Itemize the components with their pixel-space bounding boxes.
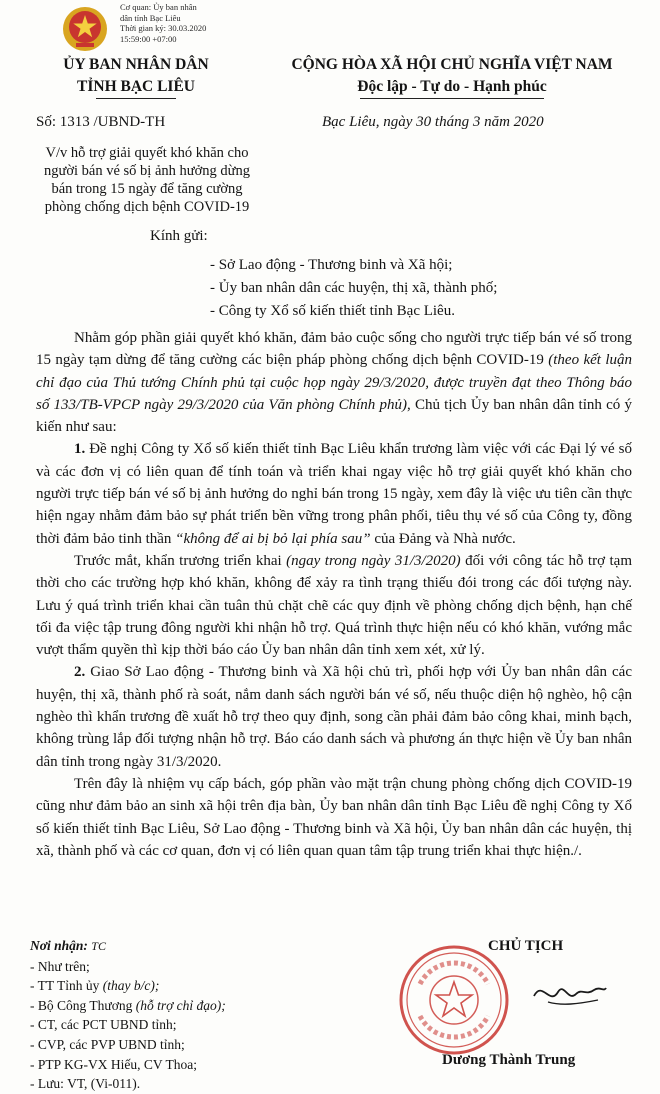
followup-text-end: đối với công tác hỗ trợ tạm thời cho các trường hợp khó khăn, không để xảy ra tình trạng thiếu đói trong các đối tượng này. Lưu ý quá trình triển khai cần tuân thủ chặt chẽ các quy định về phòng chống dịch bệnh, hạn chế tối đa việc tập trung đông người khi nhận hỗ trợ. Quá trình thực hiện nếu có khó khăn, vướng mắc vượt thẩm quyền thì kịp thời báo cáo Ủy ban nhân dân tỉnh xem xét, xử lý. [36,552,632,659]
item-1-paragraph [36,438,632,549]
item-1-followup [36,550,632,661]
handwritten-initials: TC [91,939,106,953]
document-body [36,327,632,862]
document-number: Số: 1313 /UBND-TH [36,114,166,130]
item-2-text: Giao Sở Lao động - Thương binh và Xã hội chủ trì, phối hợp với Ủy ban nhân dân các huyện, thị xã, thành phố rà soát, nắm danh sách người bán vé số, nếu thuộc diện hộ nghèo, hộ cận nghèo thì khẩn trương đề xuất hỗ trợ theo quy định, song cần phải đảm bảo công khai, minh bạch, không trùng lắp đối tượng nhận hỗ trợ. Báo cáo danh sách và phương án thực hiện về Ủy ban nhân dân tỉnh trong ngày 31/3/2020. [36,664,632,770]
distribution-item-text: - Bộ Công Thương [30,997,136,1013]
distribution-item-text: - CT, các PCT UBND tỉnh; [30,1017,177,1033]
national-motto: Độc lập - Tự do - Hạnh phúc [357,78,547,95]
subject-line: bán trong 15 ngày để tăng cường [51,181,243,197]
signature-agency: Cơ quan: Ủy ban nhân [120,2,197,12]
distribution-item-note: (thay b/c); [102,978,160,994]
recipient-item: - Ủy ban nhân dân các huyện, thị xã, thành phố; [210,280,498,296]
distribution-item-text: - CVP, các PVP UBND tỉnh; [30,1036,185,1052]
distribution-item-text: - Như trên; [30,958,90,974]
official-seal-icon [398,944,510,1056]
intro-text-end: , Chủ tịch Ủy ban nhân dân tỉnh có ý kiến như sau: [36,396,632,436]
followup-text: Trước mắt, khẩn trương triển khai [74,552,287,569]
recipient-item: - Sở Lao động - Thương binh và Xã hội; [210,257,453,273]
distribution-item [30,1055,226,1075]
handwritten-signature-icon [528,966,608,1016]
distribution-item-text: - TT Tỉnh ủy [30,978,103,994]
distribution-item [30,1074,226,1094]
subject-line: phòng chống dịch bệnh COVID-19 [44,199,250,215]
agency-line-1: ỦY BAN NHÂN DÂN [63,56,209,73]
distribution-item [30,1035,226,1055]
motto-underline [360,98,544,99]
distribution-item [30,957,226,977]
greeting: Kính gửi: [150,228,208,244]
distribution-item-text: - PTP KG-VX Hiếu, CV Thoa; [30,1056,197,1072]
national-title [252,54,652,98]
intro-citation: (theo kết luận chỉ đạo của Thủ tướng Chính phủ tại cuộc họp ngày 29/3/2020, được truyền đạt theo Thông báo số 133/TB-VPCP ngày 29/3/2020 của Văn phòng Chính phủ) [36,352,632,413]
agency-underline [96,98,176,99]
closing-paragraph [36,773,632,862]
signature-agency-cont: dân tỉnh Bạc Liêu [120,12,181,23]
document-subject [16,144,278,216]
item-1-number: 1. [74,441,86,458]
item-1-quote: “không để ai bị bỏ lại phía sau” [175,530,371,547]
signer-name: Dương Thành Trung [442,1052,576,1068]
agency-line-2: TỈNH BẠC LIÊU [77,78,195,95]
digital-signature-info [120,2,206,44]
intro-text: Nhằm góp phần giải quyết khó khăn, đảm bảo cuộc sống cho người trực tiếp bán vé số trong 15 ngày tạm dừng để tăng cường các biện pháp phòng chống dịch bệnh COVID-19 [36,330,632,369]
distribution-item [30,996,226,1016]
distribution-item [30,1015,226,1035]
item-1-text-end: của Đảng và Nhà nước. [370,530,516,547]
signer-position: CHỦ TỊCH [488,938,564,954]
subject-line: người bán vé số bị ảnh hưởng dừng [43,163,251,179]
item-2-number: 2. [74,664,86,681]
intro-paragraph [36,327,632,438]
signature-timezone: 15:59:00 +07:00 [120,33,177,44]
distribution-item [30,976,226,996]
recipient-list [210,254,497,323]
nation-name: CỘNG HÒA XÃ HỘI CHỦ NGHĨA VIỆT NAM [291,56,613,73]
distribution-list [30,936,226,1094]
item-1-text: Đề nghị Công ty Xổ số kiến thiết tỉnh Bạc Liêu khẩn trương làm việc với các Đại lý vé số và các đơn vị có liên quan để tính toán và triển khai ngay việc hỗ trợ giải quyết khó khăn cho người trực tiếp bán vé số bị ảnh hưởng do nghỉ bán trong 15 ngày, xem đây là việc ưu tiên cần thực hiện ngay nhằm đảm bảo sự phát triển bền vững trong phân phối, tiêu thụ vé số của Công ty, đồng thời đảm bảo tinh thần [36,441,632,547]
distribution-title: Nơi nhận: [30,938,88,953]
document-date: Bạc Liêu, ngày 30 tháng 3 năm 2020 [322,114,544,130]
issuing-agency [36,54,236,98]
followup-deadline: (ngay trong ngày 31/3/2020) [286,552,461,569]
recipient-item: - Công ty Xổ số kiến thiết tỉnh Bạc Liêu. [210,303,455,319]
distribution-item-note: (hỗ trợ chỉ đạo); [135,997,226,1013]
item-2-paragraph [36,661,632,772]
distribution-item-text: - Lưu: VT, (Vi-011). [30,1076,141,1092]
closing-text: Trên đây là nhiệm vụ cấp bách, góp phần vào mặt trận chung phòng chống dịch COVID-19 cũng như đảm bảo an sinh xã hội trên địa bàn, Ủy ban nhân dân tỉnh Bạc Liêu đề nghị Công ty Xổ số kiến thiết tỉnh Bạc Liêu, Sở Lao động - Thương binh và Xã hội, Ủy ban nhân dân các huyện, thị xã, thành phố và các cơ quan, đơn vị có liên quan quan tâm tập trung triển khai thực hiện./. [36,775,632,859]
subject-line: V/v hỗ trợ giải quyết khó khăn cho [45,145,249,161]
national-emblem-icon [62,6,108,52]
signature-time: Thời gian ký: 30.03.2020 [120,23,207,33]
